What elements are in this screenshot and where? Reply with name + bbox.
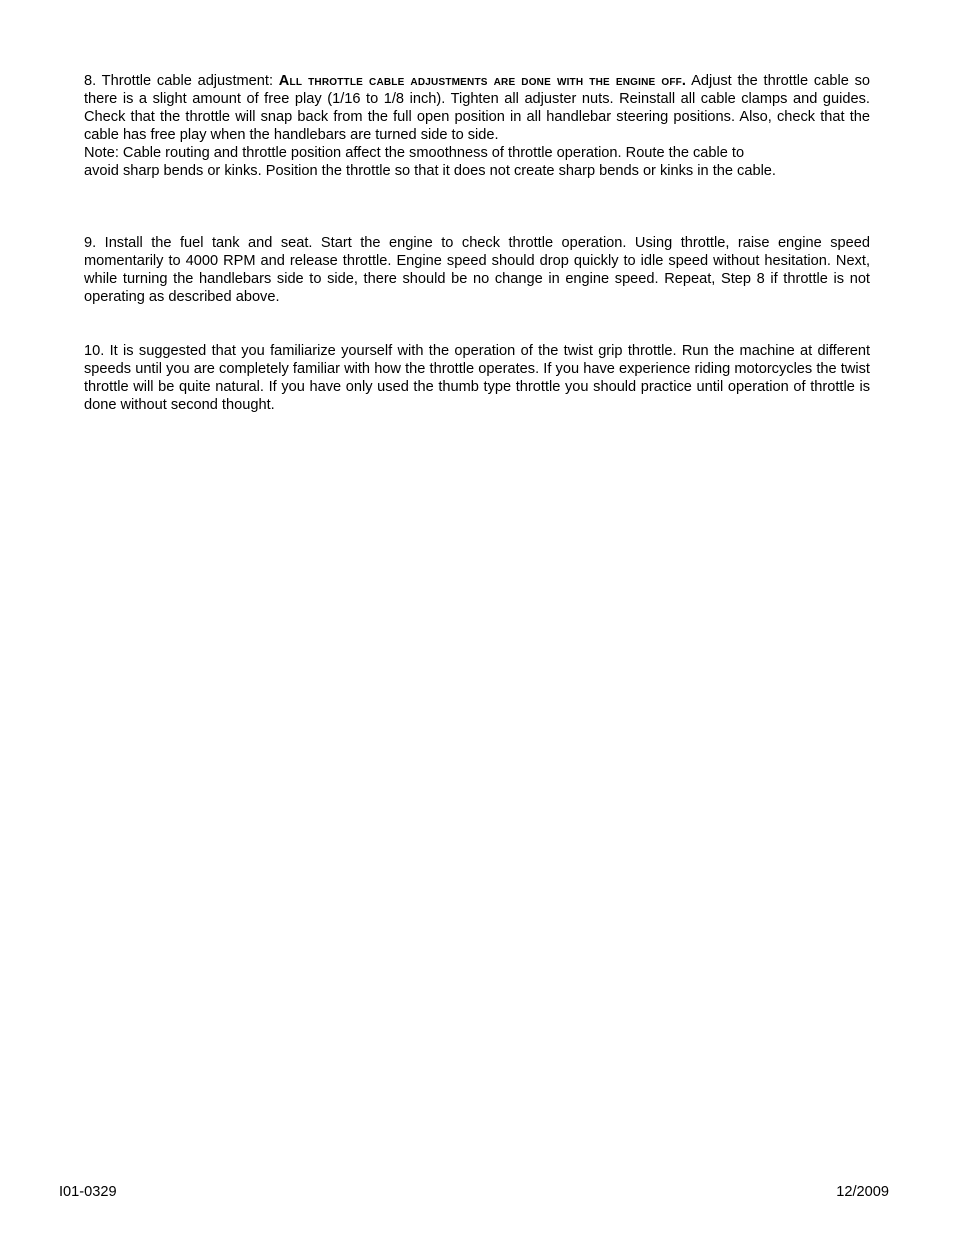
step-8-note-line-2: avoid sharp bends or kinks. Position the throttle so that it does not create sharp bends or kinks in the cable. bbox=[84, 162, 776, 179]
step-9-paragraph: 9. Install the fuel tank and seat. Start the engine to check throttle operation. Using throttle, raise engine speed momentarily to 4000 RPM and release throttle. Engine speed should drop quickly to idle speed without hesitation. Next, while turning the handlebars side to side, there should be no change in engine speed. Repeat, Step 8 if throttle is not operating as described above. bbox=[84, 235, 870, 305]
step-10-paragraph: 10. It is suggested that you familiarize yourself with the operation of the twist grip throttle. Run the machine at different speeds until you are completely familiar with how the throttle operates. If you have experience riding motorcycles the twist throttle will be quite natural. If you have only used the thumb type throttle you should practice until operation of throttle is done without second thought. bbox=[84, 343, 870, 413]
step-8-body: Adjust the throttle cable so there is a slight amount of free play (1/16 to 1/8 inch). Tighten all adjuster nuts. Reinstall all cable clamps and guides. Check that the throttle will snap back from the full open position in all handlebar steering positions. Also, check that the cable has free play when the handlebars are turned side to side. bbox=[84, 73, 871, 143]
step-8-lead: 8. Throttle cable adjustment: bbox=[84, 73, 279, 89]
step-8-warning: All throttle cable adjustments are done with the engine off. bbox=[278, 73, 687, 89]
step-8-note-line-1: Note: Cable routing and throttle position affect the smoothness of throttle operation. Route the cable to bbox=[84, 144, 745, 161]
document-date: 12/2009 bbox=[836, 1184, 889, 1200]
step-8-paragraph bbox=[84, 73, 870, 180]
document-id: I01-0329 bbox=[59, 1184, 117, 1200]
